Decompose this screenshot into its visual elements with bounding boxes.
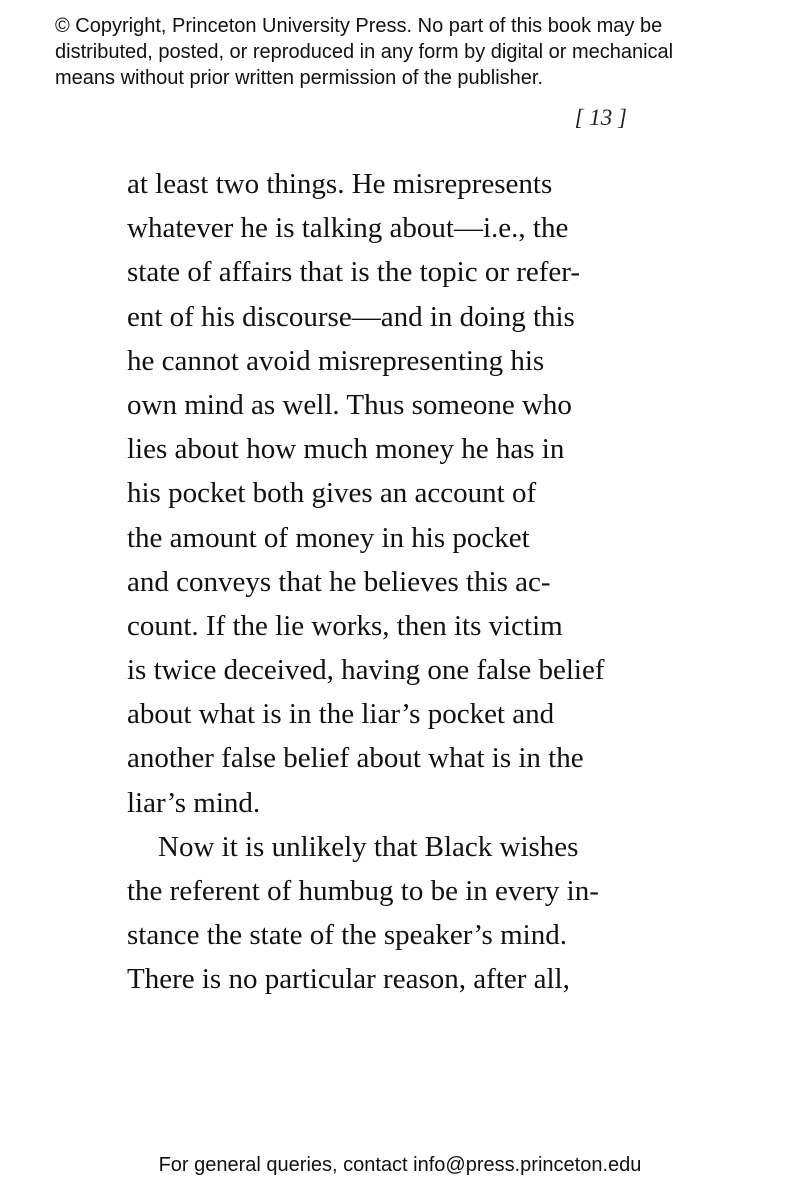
copyright-line: © Copyright, Princeton University Press. No part of this book may be (55, 15, 663, 37)
text-line: the amount of money in his pocket (127, 521, 530, 554)
copyright-notice (55, 13, 785, 91)
text-line: the referent of humbug to be in every in- (127, 875, 599, 907)
text-line: he cannot avoid misrepresenting his (127, 344, 545, 377)
footer-contact: For general queries, contact info@press.princeton.edu (158, 1154, 642, 1176)
text-line: another false belief about what is in the (127, 742, 584, 775)
text-line: about what is in the liar’s pocket and (127, 698, 555, 731)
text-line: his pocket both gives an account of (127, 477, 537, 510)
text-line: own mind as well. Thus someone who (127, 388, 572, 421)
text-line: There is no particular reason, after all, (127, 963, 570, 996)
body-text (127, 162, 647, 1002)
text-line: liar’s mind. (127, 786, 261, 819)
text-line: whatever he is talking about—i.e., the (127, 212, 569, 245)
copyright-line: means without prior written permission of the publisher. (55, 67, 544, 89)
text-line: is twice deceived, having one false belief (127, 654, 605, 687)
text-line: at least two things. He misrepresents (127, 168, 553, 200)
text-line: ent of his discourse—and in doing this (127, 300, 575, 333)
text-line: lies about how much money he has in (127, 433, 565, 466)
copyright-line: distributed, posted, or reproduced in any form by digital or mechanical (55, 41, 674, 63)
page-number: [ 13 ] (574, 105, 627, 130)
paragraph-start-line: Now it is unlikely that Black wishes (158, 830, 579, 863)
text-line: stance the state of the speaker’s mind. (127, 919, 567, 952)
text-line: and conveys that he believes this ac- (127, 565, 551, 598)
text-line: state of affairs that is the topic or refer- (127, 256, 581, 289)
text-line: count. If the lie works, then its victim (127, 609, 563, 642)
